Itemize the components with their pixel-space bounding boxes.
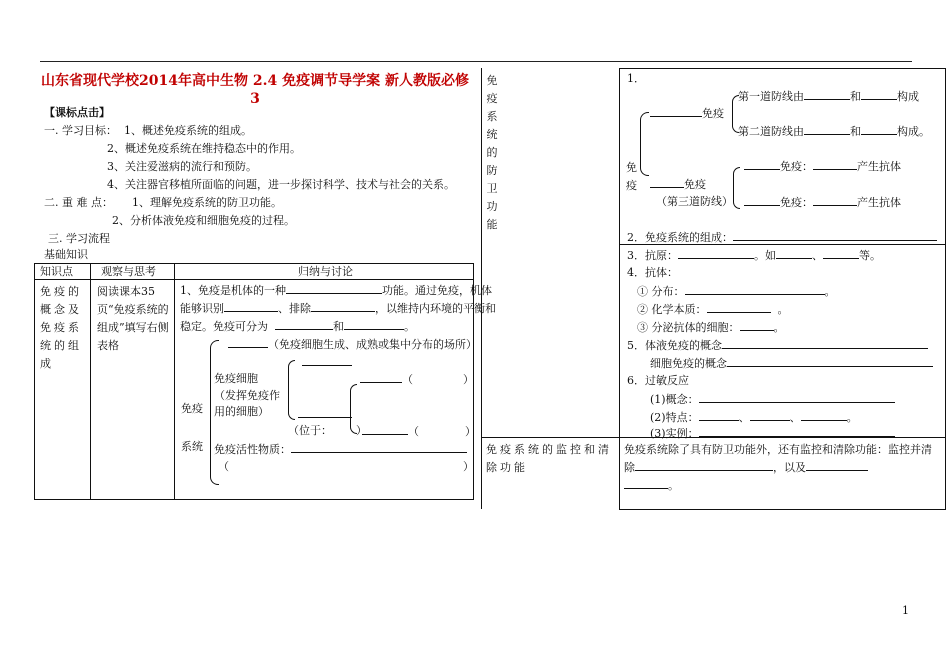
header-rule [40, 61, 912, 62]
active-substance-row: 免疫活性物质： [214, 442, 467, 457]
item4-2-row: ② 化学本质： 。 [637, 303, 789, 316]
item3-row: 3．抗原： 。如 、 等。 [627, 249, 881, 262]
row2-text: 免疫系统除了具有防卫功能外，还有监控和清除功能：监控并清除 ，以及 。 [624, 443, 932, 492]
key-points-label: 二. 重 难 点： [44, 196, 113, 209]
organ-row: （免疫细胞生成、成熟或集中分布的场所） [228, 337, 477, 352]
main-brace [640, 112, 649, 176]
item4-3-row: ③ 分泌抗体的细胞： 。 [637, 321, 785, 334]
item5-row: 5．体液免疫的概念 [627, 338, 928, 353]
objective-4: 4、关注器官移植所面临的问题，进一步探讨科学、技术与社会的关系。 [107, 178, 455, 191]
active-substance-paren: （ ） [218, 460, 474, 473]
header-observe: 观察与思考 [101, 265, 156, 278]
immune-big-label: 免疫 [626, 161, 637, 192]
second-line-row: 第二道防线由 和 构成。 [738, 125, 930, 138]
knowledge-point-cell: 免疫的概念及免疫系统的组成 [40, 285, 82, 370]
header-summary: 归纳与讨论 [298, 265, 353, 278]
summary-line1: 1、免疫是机体的一种 功能。通过免疫，机体 [180, 284, 492, 297]
section-header: 【课标点击】 [44, 106, 110, 119]
objective-3: 3、关注爱滋病的流行和预防。 [107, 160, 257, 173]
process-label: 三. 学习流程 [48, 232, 110, 245]
objective-2: 2、概述免疫系统在维持稳态中的作用。 [107, 142, 301, 155]
lymph-row-1: （ ） [360, 372, 474, 387]
cells-brace [288, 360, 295, 420]
summary-line3: 稳定。免疫可分为 和 。 [180, 320, 415, 333]
objective-1: 1、概述免疫系统的组成。 [124, 124, 252, 137]
branch1-row: 免疫： 产生抗体 [744, 159, 901, 174]
basic-knowledge-label: 基础知识 [44, 248, 88, 261]
immune-system-label: 免疫系统 [181, 402, 203, 453]
first-line-row: 第一道防线由 和 构成 [738, 90, 919, 103]
item1-num: 1． [627, 72, 645, 85]
page-number: 1 [902, 604, 909, 617]
header-knowledge-point: 知识点 [40, 265, 73, 278]
immune-cells-label: 免疫细胞 [214, 372, 258, 385]
third-line-label: （第三道防线） [656, 195, 733, 208]
item6-1-row: (1)概念： [650, 392, 895, 407]
lymph-row-2: （ ） [362, 424, 476, 439]
summary-line2: 能够识别 、排除 ，以维持内环境的平衡和 [180, 302, 496, 315]
item4-label: 4．抗体： [627, 266, 678, 279]
location-row: （位于： ） [288, 424, 367, 437]
item6-2-row: (2)特点： 、 、 。 [650, 411, 858, 424]
item2-row: 2．免疫系统的组成： [627, 230, 937, 245]
immune-cells-note: （发挥免疫作用的细胞） [214, 389, 280, 418]
nonspecific-immune-row: 免疫 [650, 106, 724, 121]
item5b-row: 细胞免疫的概念 [650, 356, 933, 371]
key-point-1: 1、理解免疫系统的防卫功能。 [132, 196, 282, 209]
key-point-2: 2、分析体液免疫和细胞免疫的过程。 [112, 214, 295, 227]
objectives-label: 一. 学习目标： [44, 124, 117, 137]
branch2-row: 免疫： 产生抗体 [744, 195, 901, 210]
item4-1-row: ① 分布： 。 [637, 285, 836, 298]
item6-3-row: (3)实例： [650, 426, 895, 441]
document-title: 山东省现代学校2014年高中生物 2.4 免疫调节导学案 新人教版必修3 [41, 73, 469, 107]
item6-label: 6．过敏反应 [627, 374, 689, 387]
row2-label: 免疫系统的监控和清除功能 [486, 443, 612, 474]
specific-brace [733, 167, 740, 209]
observe-cell: 阅读课本35页“免疫系统的组成”填写右侧表格 [97, 285, 169, 352]
specific-immune-row: 免疫 [650, 177, 706, 192]
row1-label: 免疫系统的防卫功能 [486, 74, 498, 231]
